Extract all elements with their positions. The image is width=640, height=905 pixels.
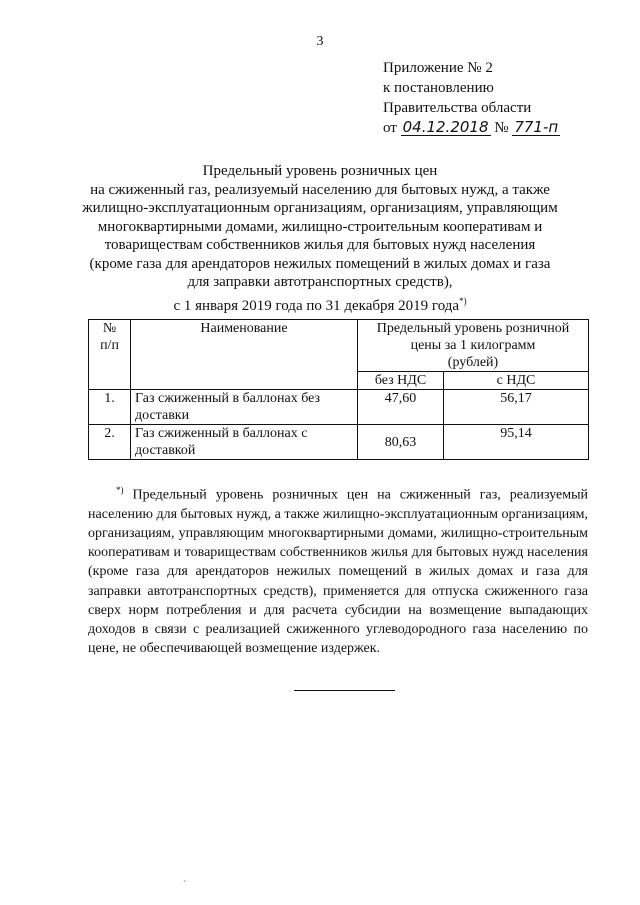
page-number: 3 (316, 34, 324, 49)
scan-speck: ` (183, 880, 187, 891)
annex-block (383, 58, 560, 138)
table-row (89, 425, 589, 460)
annex-title: Приложение № 2 (383, 60, 493, 76)
title-line: для заправки автотранспортных средств), (187, 274, 453, 290)
table-row (89, 390, 589, 425)
header-number-symbol: № (102, 321, 117, 336)
row-name-line: Газ сжиженный в баллонах с (135, 426, 308, 441)
table-header-row (89, 320, 589, 372)
header-without-vat: без НДС (358, 372, 444, 390)
row-price-without-vat: 80,63 (358, 425, 444, 460)
title-line: на сжиженный газ, реализуемый населению для бытовых нужд, а также (90, 181, 550, 198)
annex-line-resolution: к постановлению (383, 80, 494, 96)
price-table (88, 319, 589, 460)
title-period: с 1 января 2019 года по 31 декабря 2019 года (173, 297, 460, 314)
header-price-line: Предельный уровень розничной (376, 321, 570, 336)
footnote-text: Предельный уровень розничных цен на сжиженный газ, реализуемый населению для бытовых нужд, а также жилищно-эксплуатационным организациям, организациям, управляющим многоквартирными домами, жилищно-строительным кооперативам и товариществам собственников жилья для бытовых нужд населения (кроме газа для арендаторов нежилых помещений в жилых домах и газа для заправки автотранспортных средств), применяется для отпуска сжиженного газа сверх норм потребления и для расчета субсидии на возмещение выпадающих доходов в связи с реализацией сжиженного углеводородного газа населению по цене, не обеспечивающей возмещение издержек. (88, 487, 589, 657)
title-line: многоквартирными домами, жилищно-строительным кооперативам и (97, 218, 543, 235)
row-name-line: доставкой (135, 443, 196, 458)
header-price-line: цены за 1 килограмм (410, 338, 536, 353)
header-number (89, 320, 131, 390)
title-footnote-mark: *) (459, 295, 467, 306)
document-title (70, 162, 570, 315)
header-number-abbr: п/п (100, 338, 119, 353)
row-price-with-vat: 95,14 (444, 425, 589, 460)
row-name (131, 390, 358, 425)
annex-line-government: Правительства области (383, 100, 532, 116)
header-with-vat: с НДС (444, 372, 589, 390)
title-line: (кроме газа для арендаторов нежилых помещений в жилых домах и газа (89, 255, 551, 272)
header-price-group (358, 320, 589, 372)
row-number: 2. (89, 425, 131, 460)
annex-from-label: от (383, 120, 397, 136)
title-line-period (70, 292, 570, 316)
footnote-paragraph (88, 481, 588, 658)
footnote (88, 481, 588, 658)
row-price-without-vat: 47,60 (358, 390, 444, 425)
footnote-mark: *) (116, 485, 124, 495)
header-name: Наименование (131, 320, 358, 390)
handwritten-number: 771-п (514, 118, 559, 136)
row-name-line: доставки (135, 408, 190, 423)
title-line: товариществам собственников жилья для бытовых нужд населения (104, 237, 536, 253)
closing-divider (294, 690, 395, 691)
title-line: Предельный уровень розничных цен (202, 163, 438, 179)
row-number: 1. (89, 390, 131, 425)
annex-date-line (383, 118, 560, 138)
handwritten-date: 04.12.2018 (402, 118, 489, 136)
row-name-line: Газ сжиженный в баллонах без (135, 391, 321, 406)
title-line: жилищно-эксплуатационным организациям, организациям, управляющим (82, 200, 558, 216)
annex-number-label: № (494, 120, 509, 136)
header-price-line: (рублей) (447, 355, 499, 370)
row-price-with-vat: 56,17 (444, 390, 589, 425)
row-name (131, 425, 358, 460)
